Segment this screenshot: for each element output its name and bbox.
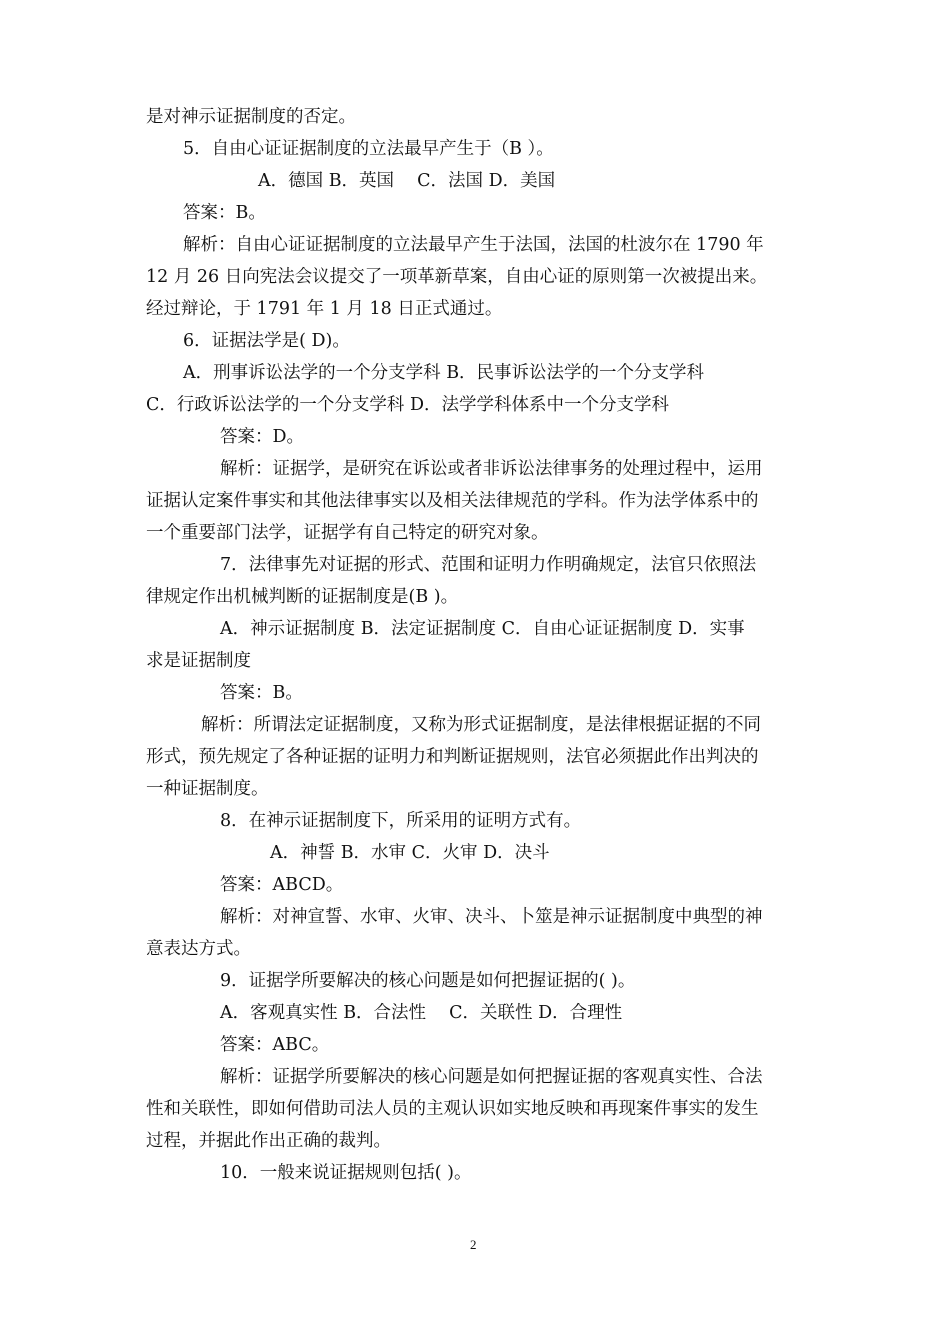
options-5: A．德国 B．英国 C．法国 D．美国: [258, 171, 556, 191]
question-8: 8．在神示证据制度下，所采用的证明方式有。: [220, 811, 582, 831]
page-number: 2: [470, 1237, 477, 1252]
question-7: 7．法律事先对证据的形式、范围和证明力作明确规定，法官只依照法: [220, 555, 757, 575]
question-6: 6．证据法学是( D)。: [183, 331, 350, 351]
text-line: 是对神示证据制度的否定。: [146, 107, 356, 127]
analysis-5: 解析：自由心证证据制度的立法最早产生于法国，法国的杜波尔在 1790 年: [183, 235, 764, 255]
analysis-6: 解析：证据学，是研究在诉讼或者非诉讼法律事务的处理过程中，运用: [220, 459, 763, 479]
answer-9: 答案：ABC。: [220, 1035, 330, 1055]
question-5: 5．自由心证证据制度的立法最早产生于（B ）。: [183, 139, 554, 159]
text-line: 意表达方式。: [146, 939, 251, 959]
question-10: 10．一般来说证据规则包括( )。: [220, 1163, 472, 1183]
options-9: A．客观真实性 B．合法性 C．关联性 D．合理性: [220, 1003, 623, 1023]
answer-8: 答案：ABCD。: [220, 875, 344, 895]
text-line: 一个重要部门法学，证据学有自己特定的研究对象。: [146, 523, 549, 543]
options-6: A．刑事诉讼法学的一个分支学科 B．民事诉讼法学的一个分支学科: [183, 363, 705, 383]
text-line: 过程，并据此作出正确的裁判。: [146, 1131, 391, 1151]
text-line: 求是证据制度: [146, 651, 251, 671]
question-9: 9．证据学所要解决的核心问题是如何把握证据的( )。: [220, 971, 636, 991]
analysis-8: 解析：对神宣誓、水审、火审、决斗、卜筮是神示证据制度中典型的神: [220, 907, 763, 927]
analysis-7: 解析：所谓法定证据制度，又称为形式证据制度，是法律根据证据的不同: [201, 715, 761, 735]
text-line: 12 月 26 日向宪法会议提交了一项革新草案，自由心证的原则第一次被提出来。: [146, 267, 768, 287]
options-8: A．神誓 B．水审 C．火审 D．决斗: [270, 843, 550, 863]
text-line: 性和关联性，即如何借助司法人员的主观认识如实地反映和再现案件事实的发生: [146, 1099, 759, 1119]
text-line: 证据认定案件事实和其他法律事实以及相关法律规范的学科。作为法学体系中的: [146, 491, 759, 511]
text-line: 经过辩论，于 1791 年 1 月 18 日正式通过。: [146, 299, 503, 319]
answer-7: 答案：B。: [220, 683, 303, 703]
options-7: A．神示证据制度 B．法定证据制度 C．自由心证证据制度 D．实事: [220, 619, 745, 639]
analysis-9: 解析：证据学所要解决的核心问题是如何把握证据的客观真实性、合法: [220, 1067, 763, 1087]
text-line: 一种证据制度。: [146, 779, 269, 799]
text-line: 形式，预先规定了各种证据的证明力和判断证据规则，法官必须据此作出判决的: [146, 747, 759, 767]
options-6: C．行政诉讼法学的一个分支学科 D．法学学科体系中一个分支学科: [146, 395, 669, 415]
text-line: 律规定作出机械判断的证据制度是(B )。: [146, 587, 459, 607]
answer-6: 答案：D。: [220, 427, 305, 447]
answer-5: 答案：B。: [183, 203, 266, 223]
